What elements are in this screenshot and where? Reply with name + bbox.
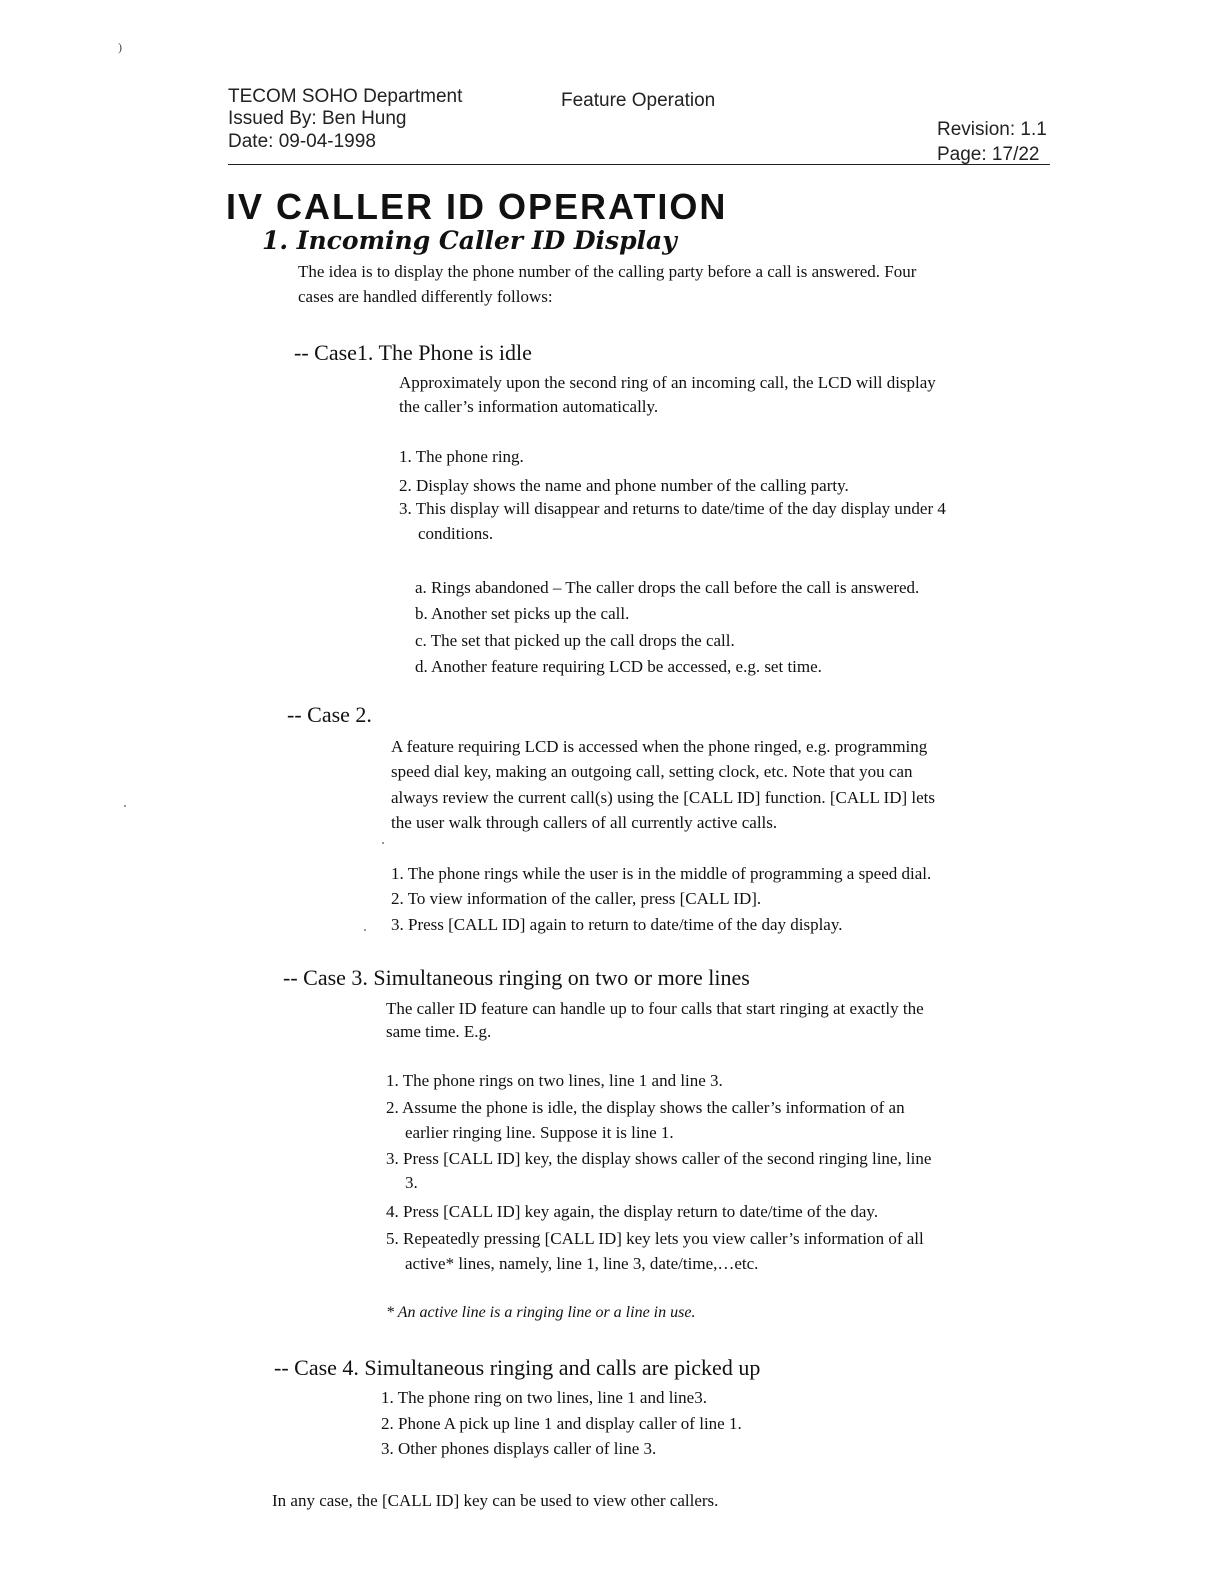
- case4-title: -- Case 4. Simultaneous ringing and calls are picked up: [274, 1355, 761, 1380]
- case1-desc-2: the caller’s information automatically.: [399, 397, 659, 416]
- case1-condition-b: b. Another set picks up the call.: [415, 604, 630, 623]
- case3-footnote: * An active line is a ringing line or a line in use.: [386, 1304, 696, 1321]
- case1-title: -- Case1. The Phone is idle: [294, 340, 532, 365]
- case1-condition-a: a. Rings abandoned – The caller drops the call before the call is answered.: [415, 578, 920, 597]
- intro-line-2: cases are handled differently follows:: [298, 287, 553, 306]
- case3-step-4: 4. Press [CALL ID] key again, the display return to date/time of the day.: [386, 1202, 879, 1221]
- case2-title: -- Case 2.: [287, 702, 372, 727]
- intro-line-1: The idea is to display the phone number of the calling party before a call is answered. Four: [298, 262, 917, 281]
- case2-step-1: 1. The phone rings while the user is in the middle of programming a speed dial.: [391, 864, 932, 883]
- case3-step-3-cont: 3.: [405, 1173, 418, 1192]
- case3-title: -- Case 3. Simultaneous ringing on two or more lines: [283, 965, 750, 990]
- header-issued-by: Issued By: Ben Hung: [228, 108, 407, 129]
- header-doc-title: Feature Operation: [561, 90, 716, 111]
- case2-desc-1: A feature requiring LCD is accessed when the phone ringed, e.g. programming: [391, 737, 928, 756]
- case1-condition-c: c. The set that picked up the call drops the call.: [415, 631, 735, 650]
- scan-speck: [382, 842, 384, 844]
- header-date: Date: 09-04-1998: [228, 131, 376, 152]
- scan-speck: [124, 805, 126, 807]
- case3-step-5: 5. Repeatedly pressing [CALL ID] key lets you view caller’s information of all: [386, 1229, 924, 1248]
- header-rule: [228, 164, 1050, 165]
- case3-step-3: 3. Press [CALL ID] key, the display shows caller of the second ringing line, line: [386, 1149, 932, 1168]
- case3-step-2: 2. Assume the phone is idle, the display shows the caller’s information of an: [386, 1098, 905, 1117]
- case2-desc-3: always review the current call(s) using the [CALL ID] function. [CALL ID] lets: [391, 788, 935, 807]
- case3-step-1: 1. The phone rings on two lines, line 1 and line 3.: [386, 1071, 723, 1090]
- case3-step-2-cont: earlier ringing line. Suppose it is line 1.: [405, 1123, 674, 1142]
- case2-desc-2: speed dial key, making an outgoing call, setting clock, etc. Note that you can: [391, 762, 913, 781]
- case4-step-3: 3. Other phones displays caller of line 3.: [381, 1439, 657, 1458]
- case2-desc-4: the user walk through callers of all currently active calls.: [391, 813, 778, 832]
- case2-step-2: 2. To view information of the caller, press [CALL ID].: [391, 889, 762, 908]
- case1-condition-d: d. Another feature requiring LCD be accessed, e.g. set time.: [415, 657, 822, 676]
- header-page: Page: 17/22: [937, 144, 1040, 165]
- footer-note: In any case, the [CALL ID] key can be used to view other callers.: [272, 1491, 719, 1510]
- case1-step-2: 2. Display shows the name and phone number of the calling party.: [399, 476, 849, 495]
- case3-desc-1: The caller ID feature can handle up to four calls that start ringing at exactly the: [386, 999, 924, 1018]
- header-revision: Revision: 1.1: [937, 119, 1047, 140]
- case1-desc-1: Approximately upon the second ring of an incoming call, the LCD will display: [399, 373, 936, 392]
- margin-mark: ): [118, 40, 122, 54]
- subsection-title: 1. Incoming Caller ID Display: [262, 226, 677, 255]
- section-title: IV CALLER ID OPERATION: [226, 186, 728, 227]
- header-department: TECOM SOHO Department: [228, 86, 463, 107]
- case2-step-3: 3. Press [CALL ID] again to return to date/time of the day display.: [391, 915, 843, 934]
- case1-step-3: 3. This display will disappear and returns to date/time of the day display under 4: [399, 499, 946, 518]
- case4-step-1: 1. The phone ring on two lines, line 1 and line3.: [381, 1388, 707, 1407]
- case1-step-3-cont: conditions.: [418, 524, 494, 543]
- scan-speck: [364, 929, 366, 931]
- case4-step-2: 2. Phone A pick up line 1 and display caller of line 1.: [381, 1414, 742, 1433]
- case1-step-1: 1. The phone ring.: [399, 447, 524, 466]
- case3-step-5-cont: active* lines, namely, line 1, line 3, date/time,…etc.: [405, 1254, 759, 1273]
- case3-desc-2: same time. E.g.: [386, 1022, 492, 1041]
